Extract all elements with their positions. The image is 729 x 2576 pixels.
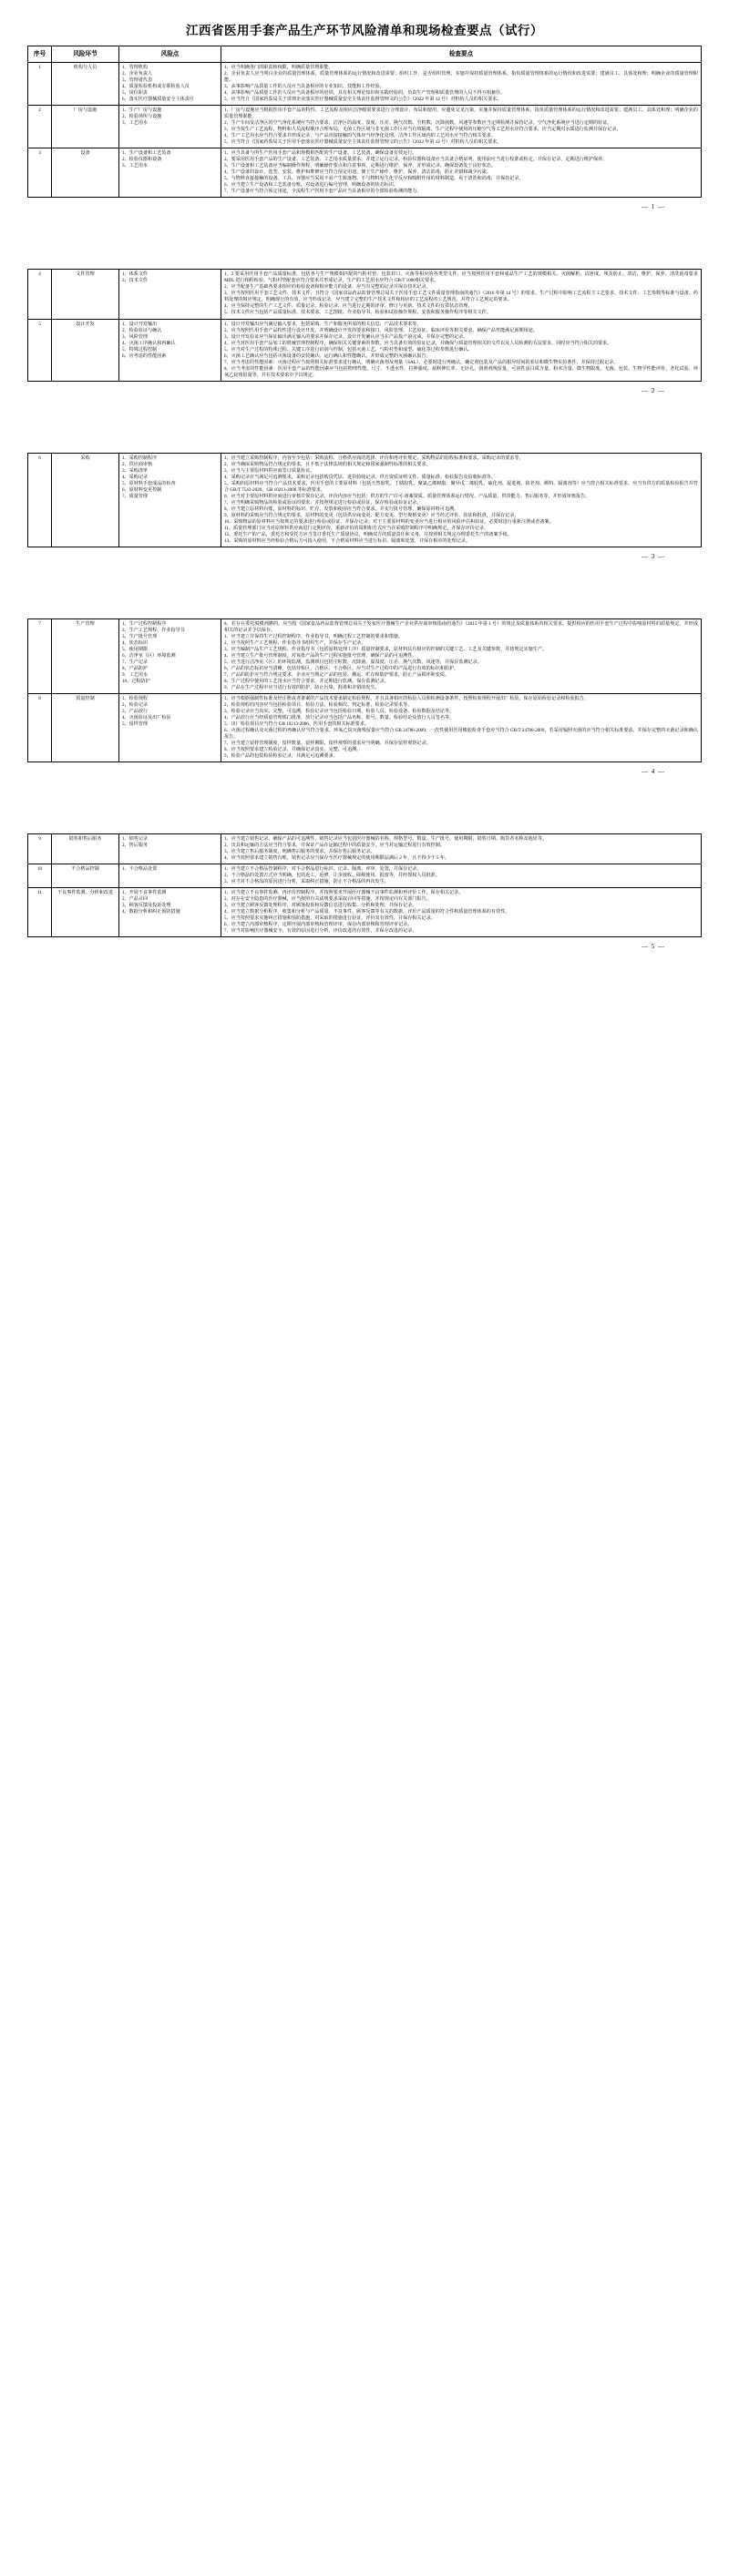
point-line: 2、产品召回 (122, 896, 149, 903)
table-row (28, 834, 702, 864)
row-checks (221, 453, 702, 547)
check-line: 7、应当对影响医疗器械安全、有效的原因进行分析，评价改进的有效性，并保存改进的记录。 (224, 928, 417, 935)
point-line: 3、风险管理 (122, 333, 149, 340)
check-line: 7、生产设备应当符合预定用途，全流程生产医用手套产品应当具备相应的全部检验检测的能力。 (224, 189, 422, 195)
check-line: 8、应当考虑的性能因素：医用手套产品的性能因素应当包括物理性能、尺寸、不透水性、拉伸强度、扯断伸长率、无针孔、润滑剂残留量、可溶性蛋白质含量、粉末含量、微生物限度、无菌、包装、生物学性能评价、老化试验、环氧乙烷残留量等，并在技术要求中予以规定。 (224, 365, 698, 378)
row-checks (221, 63, 702, 106)
point-line: 2、检验场所与设施 (122, 114, 162, 120)
row-link: 采购 (52, 453, 119, 547)
point-line: 10、过程防护 (122, 679, 150, 684)
check-line: 5、应当符合《国家药监局关于医用手套落实医疗器械质量安全主体责任监督管理文的公告》（2022 年第 12 号）对机构人员的相关要求。 (224, 139, 502, 146)
point-line: 7、生产记录 (122, 659, 149, 665)
row-checks (221, 618, 702, 693)
point-line: 1、开展不良事件监测 (122, 890, 167, 896)
check-line: 3、从事影响产品质量工作的人员应当具备相应的专业知识、技能和工作经验。 (224, 84, 385, 90)
check-line: 3、应当建立售后服务制度，明确售后服务的要求，并保存售后服务记录。 (224, 849, 375, 855)
check-line: 2、不合格品的处置方式应当明确，包括返工、返修、让步接收、降级使用、报废等，并经授权人员批准。 (224, 873, 440, 879)
check-line: 2、对存在安全隐患的医疗器械，应当按照有关法规要求采取召回等措施，并按规定向有关部门报告。 (224, 896, 431, 903)
check-line: 6、应当建立内部审核程序，定期开展内部审核和管理评审，保存内部审核和管理评审记录。 (224, 922, 413, 928)
check-line: 3、应当与主要原材料供应商签订质量协议。 (224, 467, 315, 474)
row-link: 机构与人员 (52, 63, 119, 106)
table-row (28, 63, 702, 106)
point-line: 8、产品防护 (122, 665, 149, 671)
point-line: 7、质量管理 (122, 493, 149, 499)
point-line: 1、销售记录 (122, 836, 149, 843)
check-line: 2、应当配备生产基础各要求相应的检验设备和相应能力的设备，应当有完整的记录并保存技术记录。 (224, 284, 431, 291)
check-line: 2、检验规程的内容应当包括检验项目、检验方法、检验频次、判定标准、检验记录要求等。 (224, 702, 413, 709)
check-line: 12、委托生产的产品，委托方和受托方应当签订委托生产质量协议，明确双方的质量责任和义务，并按照相关规定办理委托生产的备案手续。 (224, 531, 512, 537)
point-line: 1、不合格品处置 (122, 866, 158, 873)
check-line: 5、应当对生产过程的特殊过程、关键工序进行识别与控制，包括灭菌工艺、气粉衬垫和成型、硫化等过程参数进行确认。 (224, 346, 473, 353)
check-line: 1、应当建立不良事件监测、再评价控制程序，并按照要求开展医疗器械不良事件监测和再评价工作，保存相关记录。 (224, 890, 464, 896)
point-line: 1、体系文件 (122, 271, 149, 278)
table-row (28, 864, 702, 888)
check-line: 2、要采用医用手套产品的生产设备、工艺装备、工艺用水质量要求，并建立运行记录。检验仪器和设备应当具备合格证明，使用前应当进行校准或检定，并保存记录，定期进行维护保养。 (224, 157, 608, 163)
check-line: 8、若存在委托脱模剂灌的，应当按《国家食品药品监督管理总局关于发布医疗器械生产企业供应商审核指南的通告》（2015 年第 1 号）的规定及质量体系的相关要求，提供相应的医用手套生产过程中影响原材料的质量规定，并形成相关的记录并予以保存。 (224, 620, 698, 633)
check-line: 9、检验产品的包装检验检验记录，并满足可追溯要求。 (224, 753, 338, 760)
check-line: 6、产品的状态标识应当清晰，包括待检区、合格区、不合格区，应当对生产过程中的产品进行有效的标识和防护。 (224, 665, 459, 671)
check-line: 5、技术文件应当包括产品质量标准、技术要求、工艺图纸、作业指导书、检验和试验操作规程、安装和服务操作程序等相关文件。 (224, 310, 491, 316)
check-line: 1、应当建立采购控制程序，内容至少包括：采购流程、合格供应商的选择、评价和再评价规定、采购物品的验收标准和要求，采购记录的要求等。 (224, 455, 524, 461)
point-line: 6、落实医疗器械质量安全主体责任 (122, 97, 194, 103)
row-points (119, 694, 221, 762)
row-checks (221, 834, 702, 864)
risk-table-page-3 (27, 453, 702, 547)
row-link: 设备 (52, 148, 119, 198)
row-link: 不良事件监测、分析和改进 (52, 888, 119, 937)
row-points (119, 864, 221, 888)
row-link: 质量控制 (52, 694, 119, 762)
point-line: 4、灭菌工序确认和再确认 (122, 340, 176, 346)
check-line: 3、设计开发验证应当保证输出满足输入的要求并保存记录，设计开发确认应当在产品投产前完成，并保存完整的记录。 (224, 333, 468, 340)
check-line: 8、应当建立原材料台账，原材料的标识、贮存、发放和使用应当符合要求，并实行批号管理，确保原材料可追溯。 (224, 506, 459, 512)
table-row (28, 618, 702, 693)
row-points (119, 270, 221, 319)
check-line: 1、厂房与设施应当根据医用手套产品的特性、工艺流程及相应洁净级别要求进行合理设计、布局和使用，应避免交叉污染，实施并保持质量管理体系，指负质量管理体系的运行情况和改进需要；建满员工、具体处和理；明确企业的质量管理职能。 (224, 107, 698, 120)
point-line: 2、企业负责人 (122, 71, 153, 77)
row-link: 厂房与设施 (52, 106, 119, 148)
point-line: 5、原材料手套成品的检查 (122, 480, 176, 486)
check-line: 10、采购物品的原材料应当按规定的要求进行检验或验证，并保存记录；对于主要原材料的变更应当进行相应的风险评估和验证，必要时进行重新注册或者备案。 (224, 518, 554, 525)
check-line: 6、灭菌过程确认及灭菌过程的再确认应当符合要求，环氧乙烷灭菌残留量应当符合 GB 24786-2009、一次性使用医用橡胶检查手套应当符合 GB/T 24786-2009、若采用辐照灭菌的应当符合相关标准要求，并保存完整的灭菌记录和确认报告。 (224, 728, 698, 741)
point-line: 3、管理者代表 (122, 77, 153, 84)
check-line: 4、应当建立数据分析程序，收集和分析与产品质量、不良事件、顾客反馈等有关的数据，评价产品质量的符合性和质量管理体系的有效性。 (224, 909, 510, 915)
check-line: 2、应当确保采购物品符合规定的要求，且不低于法律法规的相关规定和国家强制性标准的相关要求。 (224, 461, 431, 467)
point-line: 3、工艺用水 (122, 120, 149, 127)
table-header-row (28, 46, 702, 63)
row-link: 销售和售后服务 (52, 834, 119, 864)
row-points (119, 618, 221, 693)
point-line: 1、设计开发输出 (122, 321, 158, 327)
check-line: 7、应当考虑的性能因素：灭菌过程应当按照相关标准要求进行确认，明确灭菌剂及剂量（SAL），必要时进行再确认，确定剂包装及产品的相应时间的验证和微生物实验条件，并保持过程记录。 (224, 359, 619, 365)
check-line: 6、应当对主要原材料供应商进行审核并保存记录，评价内容应当包括：供方的生产许可/备案资质、质量管理体系运行情况、产品质量、供货能力、售后服务等，并形成审核报告。 (224, 493, 590, 499)
check-line: 3、检验记录应当真实、完整、可追溯，检验记录应当包括检验日期、检验人员、检验设备、检验数据及结论等。 (224, 709, 455, 715)
row-checks (221, 319, 702, 381)
point-line: 1、生产设备和工艺装备 (122, 150, 171, 157)
col-header-no: 序号 (28, 46, 52, 63)
page-number: — 5 — (642, 943, 665, 951)
check-line: 3、应当按生产工艺流程、物料和人员流程顺序合理布局，无菌工作区域与非无菌工作区应当有效隔离，生产过程中使用的压缩空气等工艺用水应符合要求，应当定期对水质进行监测并保存记录。 (224, 127, 621, 133)
check-line: 13、采购的原材料应当经检验合格后方可投入使用，不合格原材料应当进行标识、隔离和处置，并保存相应的处理记录。 (224, 537, 470, 544)
check-line: 1、应当根据强制性标准及经注册或者备案的产品技术要求制定检验规程，并且具备相应的检验人员和检测设备条件，按照检验规程开展出厂检验，保存原始检验记录和检验报告。 (224, 696, 589, 702)
check-line: 1、应当建立并保持生产过程控制程序，作业指导书，明确过程工艺控制的要求和措施。 (224, 633, 404, 639)
risk-table-page-5 (27, 833, 702, 937)
check-line: 6、应当建立生产设备和工艺装备台账，对设备进行编号管理，明确设备的状态标识。 (224, 182, 399, 189)
check-line: 8、生产过程中使用的工艺用水应当符合要求，并定期进行监测，保存监测记录。 (224, 679, 389, 684)
check-line: 5、采购的原材料应当符合产品技术要求，医用手套的主要原材料（包括天然胶乳、丁腈胶乳、聚氯乙烯树脂、聚异戊二烯胶乳、硫化剂、促进剂、防老剂、颜料、隔离剂等）应当符合相关标准要求，应当有供方的质量检验报告并符合 GB/T 7543-2020、GB 10213-2006 等标准要求。 (224, 480, 698, 493)
page-1 (0, 0, 729, 216)
check-line: 3、应当编制产品生产工艺规程、作业指导书（包括原料处理工序）质量控制要求，原材料具有相应的控制的关键工艺、工艺及关键参数，并按规定实施生产。 (224, 646, 548, 652)
point-line: 5、特殊过程控制 (122, 346, 158, 353)
row-points (119, 888, 221, 937)
check-line: 4、应当建立生产批号管理制度，对每批产品的生产过程实施批号管理，确保产品的可追溯性。 (224, 652, 417, 659)
row-no: 3 (28, 148, 52, 198)
check-line: 1、应当建立不合格品控制程序，对不合格品进行标识、记录、隔离、评审，处置，并保存记录。 (224, 866, 422, 873)
row-checks (221, 148, 702, 198)
row-points (119, 319, 221, 381)
point-line: 1、检验规程 (122, 696, 149, 702)
row-link: 文件管理 (52, 270, 119, 319)
row-no: 2 (28, 106, 52, 148)
row-checks (221, 694, 702, 762)
point-line: 5、岗位职责 (122, 90, 149, 97)
point-line: 2、技术文件 (122, 278, 149, 284)
check-line: 5、出厂检验项目应当符合 GB 10213-2006、医用手套的相关标准要求。 (224, 721, 370, 728)
check-line: 4、应当保持完整的生产工艺文件、质量记录、检验记录，应当进行定期的评审、修订与更新、技术文件的有效状态管理。 (224, 303, 473, 310)
page-number: — 4 — (642, 768, 665, 776)
row-points (119, 148, 221, 198)
row-points (119, 63, 221, 106)
col-header-check: 检查要点 (221, 46, 702, 63)
check-line: 1、应当建立销售记录，确保产品的可追溯性，销售记录应当包括医疗器械的名称、规格型号、数量、生产批号、使用期限、销售日期、购货者名称及地址等。 (224, 836, 548, 843)
check-line: 4、生产工艺用水应当符合要求并形成记录，与产品直接接触的气体应当经净化处理，洁净工作区域内的工艺用水应当符合相关要求。 (224, 133, 496, 139)
point-line: 5、留样管理 (122, 721, 149, 728)
point-line: 9、工艺用水 (122, 671, 149, 678)
row-no: 1 (28, 63, 52, 106)
point-line: 6、原材料变更控制 (122, 486, 162, 493)
row-no: 11 (28, 888, 52, 937)
check-line: 2、出具和运输的方法应当符合要求，并保证产品在运输过程中的质量安全，应当对运输过程进行有效控制。 (224, 843, 445, 849)
point-line: 4、数据分析和纠正预防措施 (122, 909, 180, 915)
check-line: 1、应当具备与所生产医用手套产品和规模相匹配的生产设备、工艺装备，确保设备有效运行。 (224, 150, 417, 157)
page-number: — 3 — (642, 552, 665, 560)
point-line: 4、状态标识 (122, 639, 149, 646)
check-line: 3、应当按照医用手套工艺文件、技术文件，且符合《国家食品药品监督管理总局关于医用手套工艺文件质量管理指南的通告》（2016 年第 14 号）的要求，生产过程中影响工艺流程主工艺要求、技术文件、工艺参数等标准与设备、药料处理的相应规定，明确现行的有效，应当形成记录，应当建立完整的生产技术文件和相应的工艺流程的工艺规范，并符合工艺规定的要求。 (224, 291, 698, 303)
page-3 (0, 436, 729, 566)
check-line: 3、应当对不合格品的原因进行分析，采取纠正措施，防止不合格品的再次发生。 (224, 879, 389, 885)
table-row (28, 319, 702, 381)
risk-table-page-2 (27, 269, 702, 381)
row-no: 7 (28, 618, 52, 693)
page-title: 江西省医用手套产品生产环节风险清单和现场检查要点（试行） (186, 24, 543, 37)
point-line: 1、生产过程控制程序 (122, 620, 167, 627)
point-line: 1、管理机构 (122, 65, 149, 71)
point-line: 6、洁净室（区）环境监测 (122, 652, 176, 659)
check-line: 9、产品在生产过程中应当进行有效的防护，防止污染、混淆和差错的发生。 (224, 685, 380, 691)
table-row (28, 694, 702, 762)
row-no: 6 (28, 453, 52, 547)
page-number: — 2 — (642, 386, 665, 394)
point-line: 3、生产批号管理 (122, 633, 158, 639)
point-line: 2、检验验证与确认 (122, 327, 162, 333)
check-line: 2、应当按照医用手套产品特性进行设计开发，并明确设计开发的要求和接口、风险管理、工艺验证、临床评价等相关要求，确保产品性能满足预期用途。 (224, 327, 538, 333)
check-line: 4、采购记录应当满足可追溯要求，采购记录包括购货凭证、进货验收记录、供方资质证明文件、质量标准、检验报告及验收标准等。 (224, 474, 496, 480)
row-points (119, 834, 221, 864)
row-no: 8 (28, 694, 52, 762)
table-row (28, 148, 702, 198)
page-4 (0, 602, 729, 781)
page-number: — 1 — (642, 203, 665, 211)
row-checks (221, 864, 702, 888)
point-line: 3、顾客反馈及投诉处理 (122, 903, 171, 909)
row-points (119, 453, 221, 547)
point-line: 3、产品放行 (122, 709, 149, 715)
check-line: 2、应当按照生产工艺规程、作业指导书组织生产，并保存生产记录。 (224, 639, 366, 646)
check-line: 3、生产设备和工艺装备应当编制操作规程，明确操作要点和注意事项，定期进行维护、保养，并形成记录，确保设备处于良好状态。 (224, 163, 496, 169)
col-header-link: 风险环节 (52, 46, 119, 63)
page-5 (0, 817, 729, 956)
risk-table-page-4 (27, 618, 702, 762)
point-line: 6、应考虑的性能因素 (122, 353, 167, 359)
check-line: 7、产品的防护应当符合规定要求，企业应当规定产品的包装、搬运、贮存和防护要求，防止产品损坏和变质。 (224, 671, 450, 678)
point-line: 4、质量检验机构或专职检验人员 (122, 84, 190, 90)
point-line: 5、使用期限 (122, 646, 149, 652)
point-line: 4、采购记录 (122, 474, 149, 480)
point-line: 2、检验记录 (122, 702, 149, 709)
point-line: 1、生产厂房与设施 (122, 107, 162, 114)
check-line: 4、应当按照要求建立销售台账，销售记录应当保存至医疗器械规定的使用期限届满后 2 年，且不得少于 5 年。 (224, 855, 450, 862)
row-link: 生产管理 (52, 618, 119, 693)
row-no: 4 (28, 270, 52, 319)
check-line: 5、与物料直接接触的设备、工具、容器应当采用不易产生脱落物、不与物料发生化学反应和吸附作用的材料制造，易于清洗和消毒，并保持记录。 (224, 176, 524, 182)
check-line: 6、灭菌工艺确认应当包括灭菌设备的安装确认、运行确认和性能确认，并形成完整的灭菌确认报告。 (224, 353, 431, 359)
check-line: 2、企业负责人应当明白企业的质量管理体系，质量管理体系的运行情况和改进需要；组织工作，是否组织管理、实施并保持质量管理体系，指负质量管理体系的运行情况和改进需要；建满员工、具体处和理；明确企业的质量管理职能。 (224, 71, 698, 84)
check-line: 4、生产设备的设计、选型、安装、维护和维修应当符合预定用途，便于生产操作、维护、保养、清洁消毒，防止差错和减少污染。 (224, 169, 491, 176)
check-line: 7、应当建立留样管理制度，留样数量、留样期限、留样观察的要求应当明确，并保存留样观察记录。 (224, 741, 431, 747)
table-row (28, 106, 702, 148)
check-line: 5、应当符合《国家药监局关于贯彻企业落实医疗器械质量安全主体责任监督管理文的公告》（2022 年第 12 号）对机构人员的相关要求。 (224, 97, 502, 103)
check-line: 4、从事影响产品质量工作的人员应当具备相应的培训，具有相关理论知识和实践经验的，负责生产管理和质量管理的人员不得互相兼任。 (224, 90, 506, 97)
check-line: 9、原材料的采购应当符合规定的要求，原材料的变更（包括供应商变更、配方变更、型号规格变更）应当经过评价、验证和批准，并保存记录。 (224, 512, 519, 518)
table-row (28, 270, 702, 319)
check-line: 5、应当按照要求实施纠正措施和预防措施，对采取的措施进行验证，评价其有效性，并保存相关记录。 (224, 915, 436, 922)
point-line: 2、售后服务 (122, 843, 149, 849)
table-row (28, 888, 702, 937)
page-2 (0, 252, 729, 399)
check-line: 1、2 要采用医用手套产品质量标准，包括各与生产规模相匹配的气粉衬垫、包装封口、灭菌等相应的各类型文件，应当按照医用手套和成品生产工艺的规模相关、灭菌解析、洁净度、残及防止、清洁、维护、保养、清洗消毒要求 MDL 进行相程检验，气粉衬垫配套应符合要求并形成记录，生产的工艺用水应符合 GB/T 1000相关要求。 (224, 271, 698, 284)
check-line: 2、生产车间及洁净区的空气净化系统应当符合要求，洁净区的温度、湿度、压差、换气次数、尘粒数、沉降菌数、风速等参数应当定期检测并保持记录，空气净化系统应当进行定期的验证。 (224, 120, 612, 127)
col-header-point: 风险点 (119, 46, 221, 63)
row-checks (221, 106, 702, 148)
row-link: 设计开发 (52, 319, 119, 381)
point-line: 3、工艺用水 (122, 163, 149, 169)
point-line: 2、生产工艺规程、作业指导书 (122, 627, 185, 633)
row-checks (221, 270, 702, 319)
row-no: 9 (28, 834, 52, 864)
check-line: 1、应当明确各门的职责和权限，明确质量管理职能。 (224, 65, 334, 71)
check-line: 8、应当按照要求建立检验记录，并确保记录真实、完整、可追溯。 (224, 747, 362, 753)
check-line: 1、设计开发输出应当满足输入要求，包括采购、生产和服务所需的相关信息、产品技术要求等。 (224, 321, 422, 327)
check-line: 4、产品放行应当经质量管理部门批准，放行记录应当包括产品名称、批号、数量、检验结论及放行人员签名等。 (224, 715, 455, 721)
check-line: 5、应当进行洁净室（区）的环境监测，监测项目包括尘粒数、沉降菌、温湿度、压差、换气次数、风速等，并保存监测记录。 (224, 659, 482, 665)
check-line: 7、应当明确采购物品的检验或验证的要求，并按照规定进行检验或验证，保存检验或验证记录。 (224, 499, 422, 506)
row-checks (221, 888, 702, 937)
row-link: 不合格品控制 (52, 864, 119, 888)
risk-table-page-1 (27, 46, 702, 198)
point-line: 2、供应商审核 (122, 461, 153, 467)
check-line: 3、应当建立顾客反馈处理程序，对顾客投诉和反馈信息进行收集、分析和处理，并保存记录。 (224, 903, 417, 909)
row-no: 5 (28, 319, 52, 381)
row-no: 10 (28, 864, 52, 888)
point-line: 3、采购清单 (122, 467, 149, 474)
table-row (28, 453, 702, 547)
point-line: 4、灭菌验证及出厂检验 (122, 715, 171, 721)
check-line: 11、质量管理部门应当对原材料供应商进行定期评价，重新评价的周期和方式应当在采购控制程序中明确规定，并保存评价记录。 (224, 525, 489, 531)
row-points (119, 106, 221, 148)
point-line: 2、检验仪器和设备 (122, 157, 162, 163)
check-line: 4、应当对医用手套产品加工的机械管理控制程序，确保相关关键要素的参数，应当具备有效的验证记录，并确保与质量管理相关的文件以及人员检测的方法要求，同时应当符合相关的要求。 (224, 340, 612, 346)
point-line: 1、采购控制程序 (122, 455, 158, 461)
